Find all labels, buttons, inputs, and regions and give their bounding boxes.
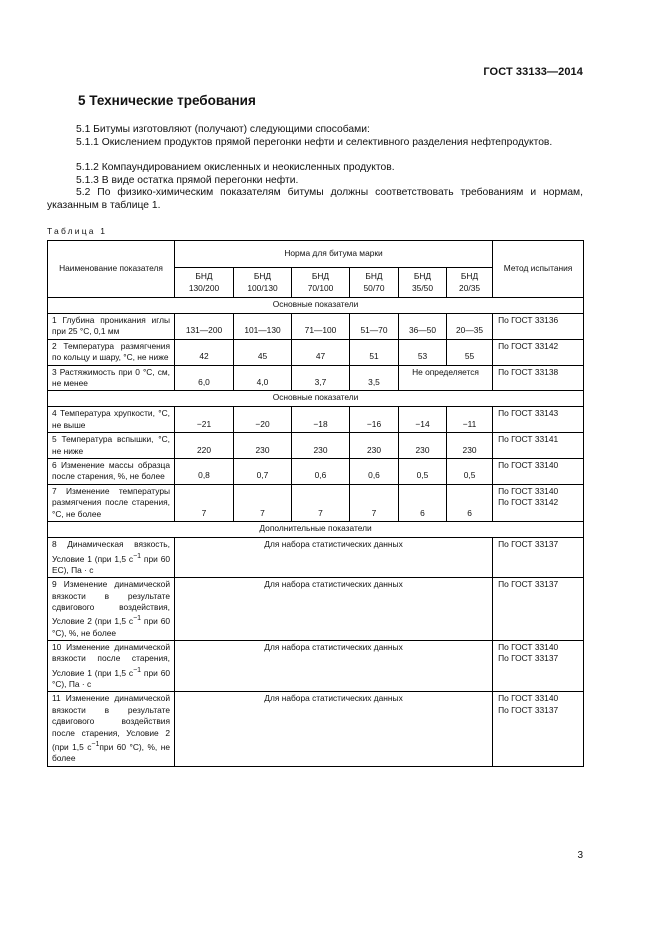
value-cell: −16 (350, 407, 399, 433)
paragraph-5-1-2: 5.1.2 Компаундированием окисленных и неокисленных продуктов. (76, 162, 395, 173)
value-cell: 71—100 (292, 314, 350, 340)
document-code: ГОСТ 33133—2014 (483, 66, 583, 78)
value-cell: 3,5 (350, 365, 399, 391)
table-row (48, 578, 584, 641)
value-cell: 230 (234, 433, 292, 459)
row-name: 8 Динамическая вязкость, Условие 1 (при 1,5 $с^{-1}$ при 60 ЕС), Па · с (48, 538, 175, 578)
value-cell: 6,0 (175, 365, 234, 391)
value-cell: 51 (350, 339, 399, 365)
paragraph-5-1: 5.1 Битумы изготовляют (получают) следующими способами: (76, 124, 370, 135)
header-norm: Норма для битума марки (175, 241, 493, 268)
section-row: Дополнительные показатели (48, 522, 584, 538)
row-name: 9 Изменение динамической вязкости в результате сдвигового воздействия, Условие 2 (при 1,5 $с^{-1}$ при 60 °С), %, не более (48, 578, 175, 641)
stat-cell: Для набора статистических данных (175, 692, 493, 766)
method-cell: По ГОСТ 33137 (493, 578, 584, 641)
page-number: 3 (577, 850, 583, 861)
value-cell: −14 (399, 407, 447, 433)
method-cell: По ГОСТ 33138 (493, 365, 584, 391)
header-method: Метод испытания (493, 241, 584, 298)
value-cell: 0,6 (350, 459, 399, 485)
table-row (48, 433, 584, 459)
value-cell: 6 (399, 484, 447, 521)
row-name: 6 Изменение массы образца после старения, %, не более (48, 459, 175, 485)
method-cell: По ГОСТ 33142 (493, 339, 584, 365)
value-cell: −21 (175, 407, 234, 433)
method-cell: По ГОСТ 33137 (493, 538, 584, 578)
paragraph-5-1-1: 5.1.1 Окислением продуктов прямой перегонки нефти и селективного разделения нефтепродуктов. (76, 137, 553, 148)
table-row (48, 692, 584, 766)
value-cell: 0,5 (447, 459, 493, 485)
stat-cell: Для набора статистических данных (175, 578, 493, 641)
table-row (48, 314, 584, 340)
value-cell: 51—70 (350, 314, 399, 340)
grade-cell: БНД 100/130 (234, 268, 292, 298)
method-cell: По ГОСТ 33140 По ГОСТ 33142 (493, 484, 584, 521)
row-name: 5 Температура вспышки, °С, не ниже (48, 433, 175, 459)
value-cell: 230 (447, 433, 493, 459)
value-cell: 7 (292, 484, 350, 521)
value-cell: 7 (175, 484, 234, 521)
value-cell: 0,5 (399, 459, 447, 485)
table-row (48, 365, 584, 391)
value-cell: 6 (447, 484, 493, 521)
value-cell: 42 (175, 339, 234, 365)
stat-cell: Для набора статистических данных (175, 538, 493, 578)
table-row (48, 407, 584, 433)
table-row (48, 640, 584, 691)
row-name: 10 Изменение динамической вязкости после старения, Условие 1 (при 1,5 $с^{-1}$ при 60 °С), Па · с (48, 640, 175, 691)
value-cell: 131—200 (175, 314, 234, 340)
value-cell: 47 (292, 339, 350, 365)
table-row (48, 484, 584, 521)
value-cell: 230 (399, 433, 447, 459)
value-cell: −18 (292, 407, 350, 433)
stat-cell: Для набора статистических данных (175, 640, 493, 691)
row-name: 4 Температура хрупкости, °С, не выше (48, 407, 175, 433)
value-cell: 7 (234, 484, 292, 521)
row-name: 3 Растяжимость при 0 °С, см, не менее (48, 365, 175, 391)
value-cell: 230 (292, 433, 350, 459)
requirements-table (47, 240, 584, 767)
value-cell: −11 (447, 407, 493, 433)
grade-cell: БНД 50/70 (350, 268, 399, 298)
grade-cell: БНД 20/35 (447, 268, 493, 298)
table-header-row (48, 241, 584, 268)
value-cell: 36—50 (399, 314, 447, 340)
header-name: Наименование показателя (48, 241, 175, 298)
value-cell: 0,8 (175, 459, 234, 485)
table-row (48, 538, 584, 578)
table-caption: Таблица 1 (47, 226, 108, 236)
table-row (48, 459, 584, 485)
grade-cell: БНД 70/100 (292, 268, 350, 298)
method-cell: По ГОСТ 33141 (493, 433, 584, 459)
value-cell: 0,6 (292, 459, 350, 485)
row-name: 2 Температура размягчения по кольцу и шару, °С, не ниже (48, 339, 175, 365)
paragraph-5-2: 5.2 По физико-химическим показателям битумы должны соответствовать требованиям и нормам, указанным в таблице 1. (47, 187, 583, 211)
grade-cell: БНД 130/200 (175, 268, 234, 298)
not-defined-cell: Не определяется (399, 365, 493, 391)
method-cell: По ГОСТ 33140 По ГОСТ 33137 (493, 640, 584, 691)
value-cell: 4,0 (234, 365, 292, 391)
method-cell: По ГОСТ 33140 По ГОСТ 33137 (493, 692, 584, 766)
value-cell: 53 (399, 339, 447, 365)
section-row: Основные показатели (48, 298, 584, 314)
value-cell: 3,7 (292, 365, 350, 391)
value-cell: 220 (175, 433, 234, 459)
value-cell: 20—35 (447, 314, 493, 340)
method-cell: По ГОСТ 33136 (493, 314, 584, 340)
value-cell: 0,7 (234, 459, 292, 485)
value-cell: 45 (234, 339, 292, 365)
row-name: 11 Изменение динамической вязкости в результате сдвигового воздействия после старения, Условие 2 (при 1,5 $с^{-1}при$ 60 °С), %, не более (48, 692, 175, 766)
row-name: 7 Изменение температуры размягчения после старения, °С, не более (48, 484, 175, 521)
grade-cell: БНД 35/50 (399, 268, 447, 298)
method-cell: По ГОСТ 33143 (493, 407, 584, 433)
value-cell: 55 (447, 339, 493, 365)
row-name: 1 Глубина проникания иглы при 25 °С, 0,1 мм (48, 314, 175, 340)
table-row (48, 339, 584, 365)
paragraph-5-1-3: 5.1.3 В виде остатка прямой перегонки нефти. (76, 175, 299, 186)
value-cell: −20 (234, 407, 292, 433)
section-row: Основные показатели (48, 391, 584, 407)
section-heading: 5 Технические требования (78, 93, 256, 108)
value-cell: 230 (350, 433, 399, 459)
value-cell: 101—130 (234, 314, 292, 340)
value-cell: 7 (350, 484, 399, 521)
method-cell: По ГОСТ 33140 (493, 459, 584, 485)
